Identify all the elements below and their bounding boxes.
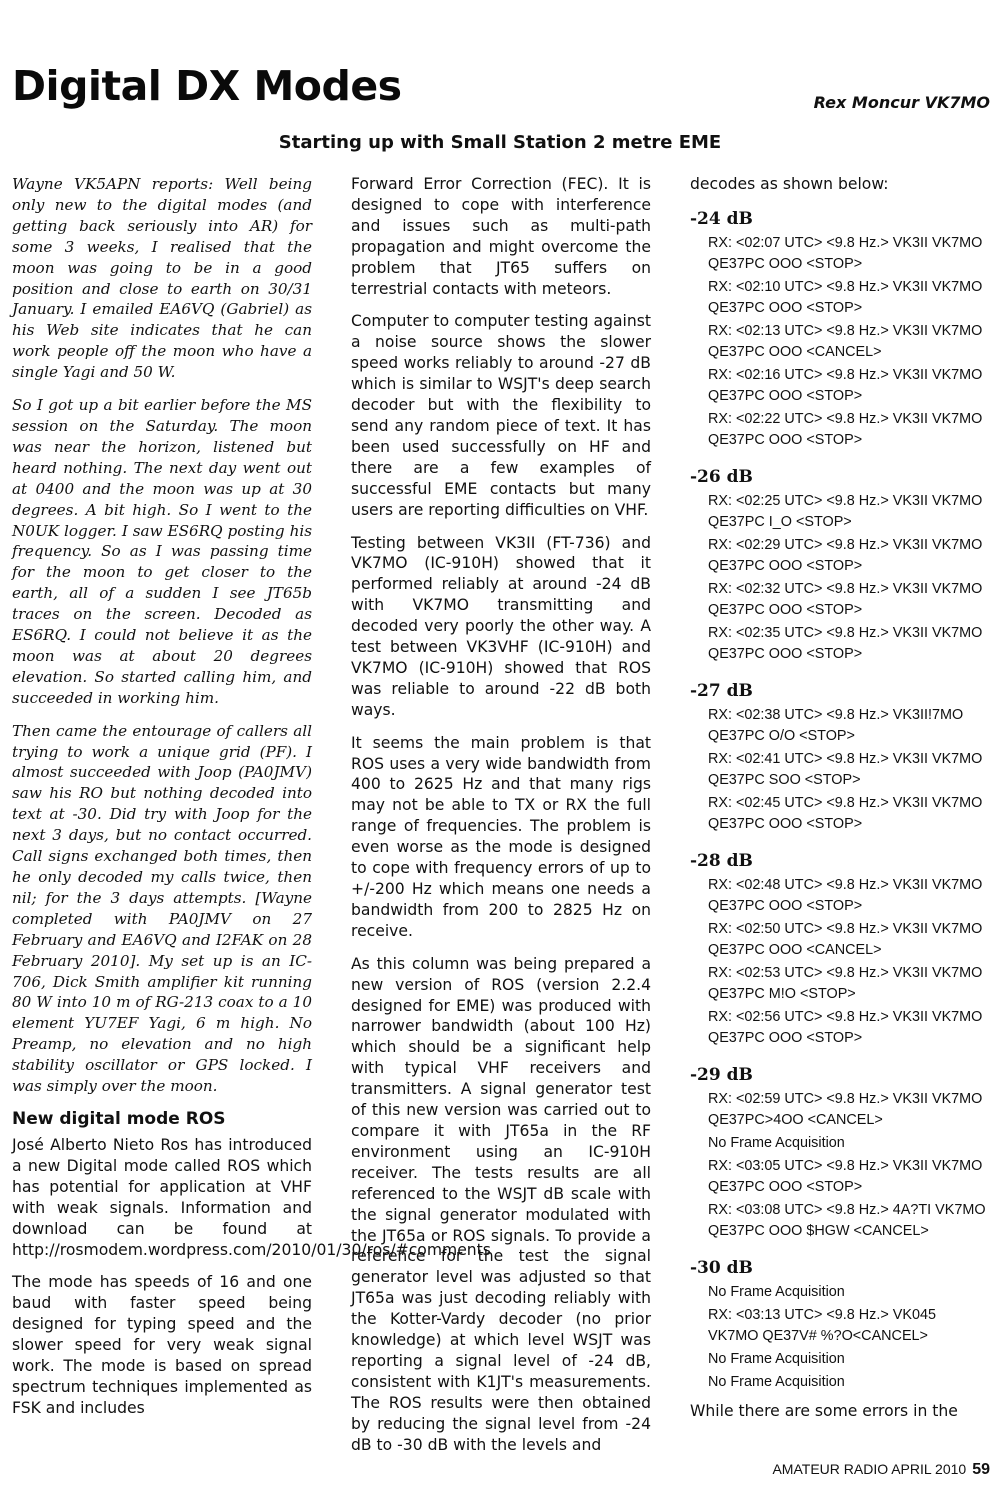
db-heading: -24 dB bbox=[690, 208, 753, 229]
paragraph: Computer to computer testing against a noise source shows the slower speed works reliably to around -27 dB which is similar to WSJT's deep search decoder but with the flexibility to send any random piece of text. It has been used successfully on HF and there are a few examples of successful EME contacts but many users are reporting difficulties on VHF. bbox=[351, 312, 651, 519]
decode-line: RX: <02:56 UTC> <9.8 Hz.> VK3II VK7MO QE37PC OOO <STOP> bbox=[708, 1008, 983, 1046]
decode-line: RX: <02:50 UTC> <9.8 Hz.> VK3II VK7MO QE37PC OOO <CANCEL> bbox=[708, 920, 983, 958]
decode-line: RX: <02:10 UTC> <9.8 Hz.> VK3II VK7MO QE37PC OOO <STOP> bbox=[708, 278, 983, 316]
page-footer bbox=[772, 1461, 990, 1479]
db-heading: -28 dB bbox=[690, 850, 753, 871]
paragraph: While there are some errors in the bbox=[690, 1401, 958, 1420]
decode-list bbox=[690, 233, 990, 451]
paragraph: As this column was being prepared a new version of ROS (version 2.2.4 designed for EME) was produced with narrower bandwidth (about 100 Hz) which should be a significant help with typical VHF receivers and transmitters. A signal generator test of this new version was carried out to compare it with JT65a in the RF environment using an IC-910H receiver. The tests results are all referenced to the WSJT dB scale with the signal generator modulated with the JT65a or ROS signals. To provide a reference for the test the signal generator level was adjusted so that JT65a was just decoding reliably with the Kotter-Vardy decoder (no prior knowledge) at which level WSJT was reporting a signal level of -24 dB, consistent with K1JT's measurements. The ROS results were then obtained by reducing the signal level from -24 dB to -30 dB with the levels and bbox=[351, 954, 651, 1454]
decode-line: RX: <02:38 UTC> <9.8 Hz.> VK3II!7MO QE37PC O/O <STOP> bbox=[708, 706, 964, 744]
decode-list bbox=[690, 875, 990, 1049]
decode-line: RX: <02:25 UTC> <9.8 Hz.> VK3II VK7MO QE37PC I_O <STOP> bbox=[708, 492, 983, 530]
decode-line: RX: <02:32 UTC> <9.8 Hz.> VK3II VK7MO QE37PC OOO <STOP> bbox=[708, 580, 983, 618]
paragraph: Wayne VK5APN reports: Well being only new to the digital modes (and getting back seriously into AR) for some 3 weeks, I realised that the moon was going to be in a good position and close to earth on 30/31 January. I emailed EA6VQ (Gabriel) as his Web site indicates that he can work people off the moon who have a single Yagi and 50 W. bbox=[12, 175, 312, 382]
decode-list bbox=[690, 705, 990, 835]
db-heading: -26 dB bbox=[690, 466, 753, 487]
section-heading: New digital mode ROS bbox=[12, 1108, 226, 1129]
decode-line: No Frame Acquisition bbox=[708, 1350, 845, 1367]
author-byline: Rex Moncur VK7MO bbox=[813, 93, 990, 112]
db-heading: -27 dB bbox=[690, 680, 753, 701]
paragraph: It seems the main problem is that ROS uses a very wide bandwidth from 400 to 2625 Hz and that many rigs may not be able to TX or RX the full range of frequencies. The problem is even worse as the mode is designed to cope with frequency errors of up to +/-200 Hz which means one needs a bandwidth from 200 to 2825 Hz on receive. bbox=[351, 733, 651, 940]
page-title: Digital DX Modes bbox=[12, 62, 402, 110]
decode-line: RX: <02:07 UTC> <9.8 Hz.> VK3II VK7MO QE37PC OOO <STOP> bbox=[708, 234, 983, 272]
decode-line: No Frame Acquisition bbox=[708, 1283, 845, 1300]
column-2 bbox=[351, 174, 651, 1467]
decode-line: RX: <02:35 UTC> <9.8 Hz.> VK3II VK7MO QE37PC OOO <STOP> bbox=[708, 624, 983, 662]
paragraph: Testing between VK3II (FT-736) and VK7MO (IC-910H) showed that it performed reliably at around -24 dB with VK7MO transmitting and decoded very poorly the other way. A test between VK3VHF (IC-910H) and VK7MO (IC-910H) showed that ROS was reliable to around -22 dB both ways. bbox=[351, 533, 651, 719]
decode-line: RX: <02:48 UTC> <9.8 Hz.> VK3II VK7MO QE37PC OOO <STOP> bbox=[708, 876, 983, 914]
decode-line: RX: <02:16 UTC> <9.8 Hz.> VK3II VK7MO QE37PC OOO <STOP> bbox=[708, 366, 983, 404]
decode-list bbox=[690, 1089, 990, 1242]
page-number: 59 bbox=[972, 1461, 990, 1478]
paragraph: decodes as shown below: bbox=[690, 175, 889, 193]
column-3 bbox=[690, 174, 990, 1434]
decode-line: No Frame Acquisition bbox=[708, 1134, 845, 1151]
column-1 bbox=[12, 174, 491, 1431]
decode-line: RX: <03:05 UTC> <9.8 Hz.> VK3II VK7MO QE37PC OOO <STOP> bbox=[708, 1157, 983, 1195]
decode-line: RX: <02:22 UTC> <9.8 Hz.> VK3II VK7MO QE37PC OOO <STOP> bbox=[708, 410, 983, 448]
decode-list bbox=[690, 491, 990, 665]
paragraph: José Alberto Nieto Ros has introduced a new Digital mode called ROS which has potential for application at VHF with weak signals. Information and download can be found at http://rosmodem.wordpress.com/2010/01/30/ros/#comments bbox=[12, 1135, 491, 1259]
paragraph: The mode has speeds of 16 and one baud with faster speed being designed for typing speed and the slower speed for very weak signal work. The mode is based on spread spectrum techniques implemented as FSK and includes bbox=[12, 1273, 312, 1417]
paragraph: So I got up a bit earlier before the MS session on the Saturday. The moon was near the horizon, listened but heard nothing. The next day went out at 0400 and the moon was up at 30 degrees. A bit high. So I went to the N0UK logger. I saw ES6RQ posting his frequency. So as I was passing time for the moon to get closer to the earth, all of a sudden I see JT65b traces on the screen. Decoded as ES6RQ. I could not believe it as the moon was at about 20 degrees elevation. So started calling him, and succeeded in working him. bbox=[12, 396, 312, 707]
decode-list bbox=[690, 1282, 990, 1393]
db-heading: -30 dB bbox=[690, 1257, 753, 1278]
db-heading: -29 dB bbox=[690, 1064, 753, 1085]
decode-line: RX: <02:29 UTC> <9.8 Hz.> VK3II VK7MO QE37PC OOO <STOP> bbox=[708, 536, 983, 574]
decode-line: RX: <02:41 UTC> <9.8 Hz.> VK3II VK7MO QE37PC SOO <STOP> bbox=[708, 750, 983, 788]
decode-line: RX: <03:13 UTC> <9.8 Hz.> VK045 VK7MO QE37V# %?O<CANCEL> bbox=[708, 1306, 936, 1344]
decode-line: RX: <03:08 UTC> <9.8 Hz.> 4A?TI VK7MO QE37PC OOO $HGW <CANCEL> bbox=[708, 1201, 986, 1239]
magazine-issue: AMATEUR RADIO APRIL 2010 bbox=[772, 1461, 967, 1477]
decode-line: No Frame Acquisition bbox=[708, 1373, 845, 1390]
decode-line: RX: <02:53 UTC> <9.8 Hz.> VK3II VK7MO QE37PC M!O <STOP> bbox=[708, 964, 983, 1002]
decode-line: RX: <02:45 UTC> <9.8 Hz.> VK3II VK7MO QE37PC OOO <STOP> bbox=[708, 794, 983, 832]
paragraph: Forward Error Correction (FEC). It is designed to cope with interference and issues such as multi-path propagation and might overcome the problem that JT65 suffers on terrestrial contacts with meteors. bbox=[351, 175, 651, 298]
decode-line: RX: <02:59 UTC> <9.8 Hz.> VK3II VK7MO QE37PC>4OO <CANCEL> bbox=[708, 1090, 983, 1128]
paragraph: Then came the entourage of callers all trying to work a unique grid (PF). I almost succeeded with Joop (PA0JMV) saw his RO but nothing decoded into text at -30. Did try with Joop for the next 3 days, but no contact occurred. Call signs exchanged both times, then he only decoded my calls twice, then nil; for the 3 days attempts. [Wayne completed with PA0JMV on 27 February and EA6VQ and I2FAK on 28 February 2010]. My set up is an IC-706, Dick Smith amplifier kit running 80 W into 10 m of RG-213 coax to a 10 element YU7EF Yagi, 6 m high. No Preamp, no elevation and no high stability oscillator or GPS locked. I was simply over the moon. bbox=[12, 721, 312, 1096]
decode-line: RX: <02:13 UTC> <9.8 Hz.> VK3II VK7MO QE37PC OOO <CANCEL> bbox=[708, 322, 983, 360]
article-subtitle: Starting up with Small Station 2 metre EME bbox=[278, 132, 722, 153]
